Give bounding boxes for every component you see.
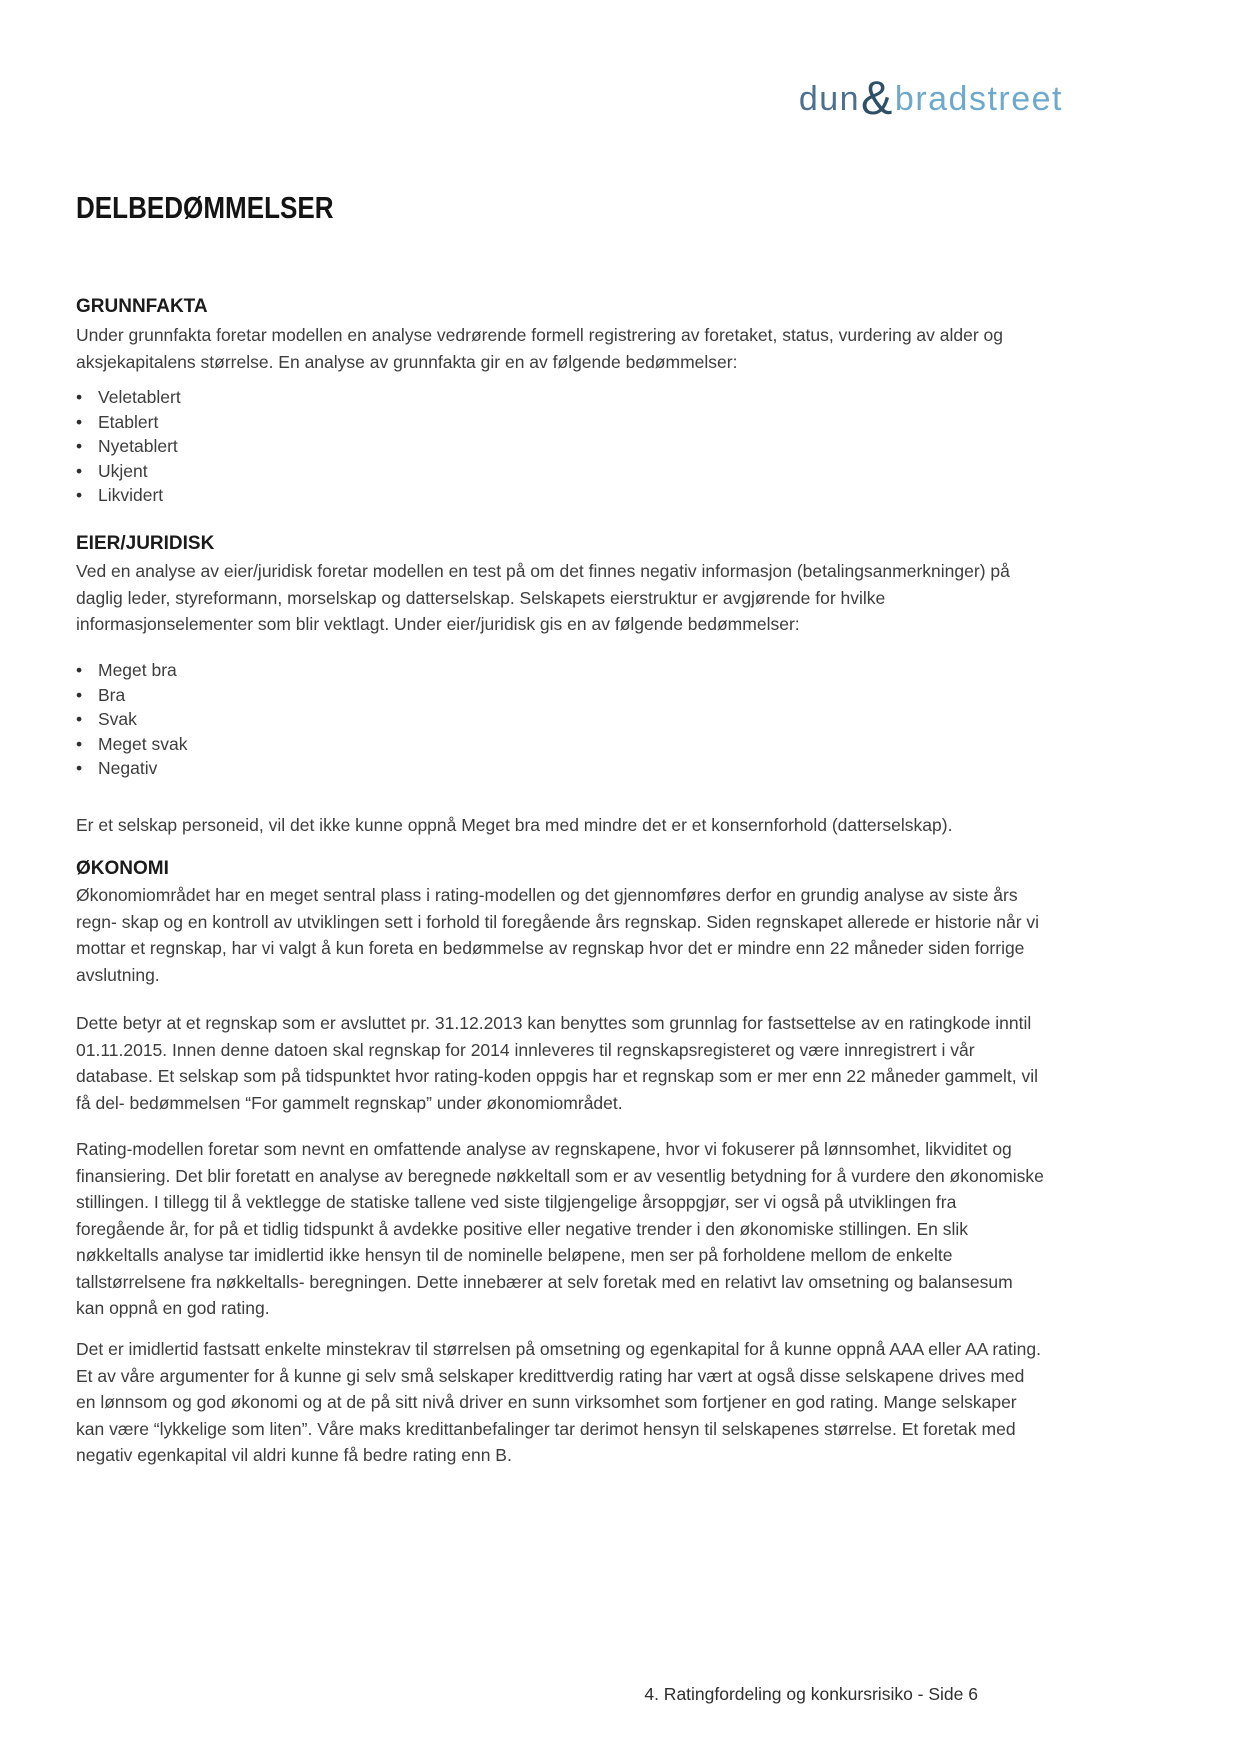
page-footer [644,1684,978,1705]
eier-juridisk-bullet-list [76,658,1044,781]
okonomi-paragraph-2: Dette betyr at et regnskap som er avsluttet pr. 31.12.2013 kan benyttes som grunnlag for fastsettelse av en ratingkode inntil 01.11.2015. Innen denne datoen skal regnskap for 2014 innleveres til regnskapsregisteret og være innregistrert i vår database. Et selskap som på tidspunktet hvor rating-koden oppgis har et regnskap som er mer enn 22 måneder gammelt, vil få del- bedømmelsen “For gammelt regnskap” under økonomiområdet. [76,1013,1039,1113]
bullet-icon: • [76,411,83,432]
list-item [76,434,1044,459]
list-item [76,707,1044,732]
footer-page-label: 4. Ratingfordeling og konkursrisiko - Side 6 [644,1684,978,1704]
list-item [76,459,1044,484]
list-item-label: Meget bra [98,660,177,680]
list-item [76,683,1044,708]
bullet-icon: • [76,684,83,705]
bullet-icon: • [76,709,83,730]
list-item-label: Meget svak [98,733,188,754]
list-item-label: Etablert [98,411,159,432]
ampersand-icon: & [861,71,894,124]
section-heading-eier-juridisk: EIER/JURIDISK [76,533,215,554]
bullet-icon: • [76,387,83,407]
grunnfakta-intro-paragraph: Under grunnfakta foretar modellen en analyse vedrørende formell registrering av foretaket, status, vurdering av alder og aksjekapitalens størrelse. En analyse av grunnfakta gir en av følgende bedømmelser: [76,325,1004,372]
list-item [76,385,1044,410]
okonomi-paragraph-4: Det er imidlertid fastsatt enkelte minstekrav til størrelsen på omsetning og egenkapital for å kunne oppnå AAA eller AA rating. Et av våre argumenter for å kunne gi selv små selskaper kredittverdig rating har vært at også disse selskapene drives med en lønnsom og god økonomi og at de på sitt nivå driver en sunn virksomhet som fortjener en god rating. Mange selskaper kan være “lykkelige som liten”. Våre maks kredittanbefalinger tar derimot hensyn til selskapenes størrelse. Et foretak med negativ egenkapital vil aldri kunne få bedre rating enn B. [76,1339,1041,1465]
page-title: DELBEDØMMELSER [76,190,334,225]
bullet-icon: • [76,485,83,506]
bullet-icon: • [76,460,83,481]
okonomi-paragraph-1: Økonomiområdet har en meget sentral plass i rating-modellen og det gjennomføres derfor en grundig analyse av siste års regn- skap og en kontroll av utviklingen sett i forhold til foregående års regnskap. Siden regnskapet allerede er historie når vi mottar et regnskap, har vi valgt å kun foreta en bedømmelse av regnskap hvor det er mindre enn 22 måneder siden forrige avslutning. [76,885,1040,985]
eier-juridisk-intro-paragraph: Ved en analyse av eier/juridisk foretar modellen en test på om det finnes negativ informasjon (betalingsanmerkninger) på daglig leder, styreformann, morselskap og datterselskap. Selskapets eierstruktur er avgjørende for hvilke informasjonselementer som blir vektlagt. Under eier/juridisk gis en av følgende bedømmelser: [76,561,1010,634]
list-item-label: Bra [98,684,126,705]
okonomi-paragraph-3: Rating-modellen foretar som nevnt en omfattende analyse av regnskapene, hvor vi fokuserer på lønnsomhet, likviditet og finansiering. Det blir foretatt en analyse av beregnede nøkkeltall som er av vesentlig betydning for å vurdere den økonomiske stillingen. I tillegg til å vektlegge de statiske tallene ved siste tilgjengelige årsoppgjør, ser vi også på utviklingen fra foregående år, for på et tidlig tidspunkt å avdekke positive eller negative trender i den økonomiske stillingen. En slik nøkkeltalls analyse tar imidlertid ikke hensyn til de nominelle beløpene, men ser på forholdene mellom de enkelte tallstørrelsene fra nøkkeltalls- beregningen. Dette innebærer at selv foretak med en relativt lav omsetning og balansesum kan oppnå en god rating. [76,1139,1044,1318]
bullet-icon: • [76,733,83,754]
eier-juridisk-note-paragraph: Er et selskap personeid, vil det ikke kunne oppnå Meget bra med mindre det er et konsernforhold (datterselskap). [76,815,953,835]
dun-bradstreet-logo [798,66,1063,124]
bullet-icon: • [76,660,83,680]
list-item-label: Ukjent [98,460,148,481]
list-item-label: Veletablert [98,387,181,407]
grunnfakta-bullet-list [76,385,1044,508]
list-item-label: Svak [98,709,137,730]
logo-text-bradstreet: bradstreet [894,80,1063,118]
list-item [76,483,1044,508]
section-heading-okonomi: ØKONOMI [76,858,169,879]
bullet-icon: • [76,436,83,457]
list-item-label: Negativ [98,758,158,779]
list-item [76,732,1044,757]
list-item [76,756,1044,781]
section-heading-grunnfakta: GRUNNFAKTA [76,296,208,317]
bullet-icon: • [76,758,83,779]
list-item [76,658,1044,683]
list-item-label: Likvidert [98,485,164,506]
logo-text-dun: dun [798,80,861,118]
list-item [76,410,1044,435]
list-item-label: Nyetablert [98,436,178,457]
